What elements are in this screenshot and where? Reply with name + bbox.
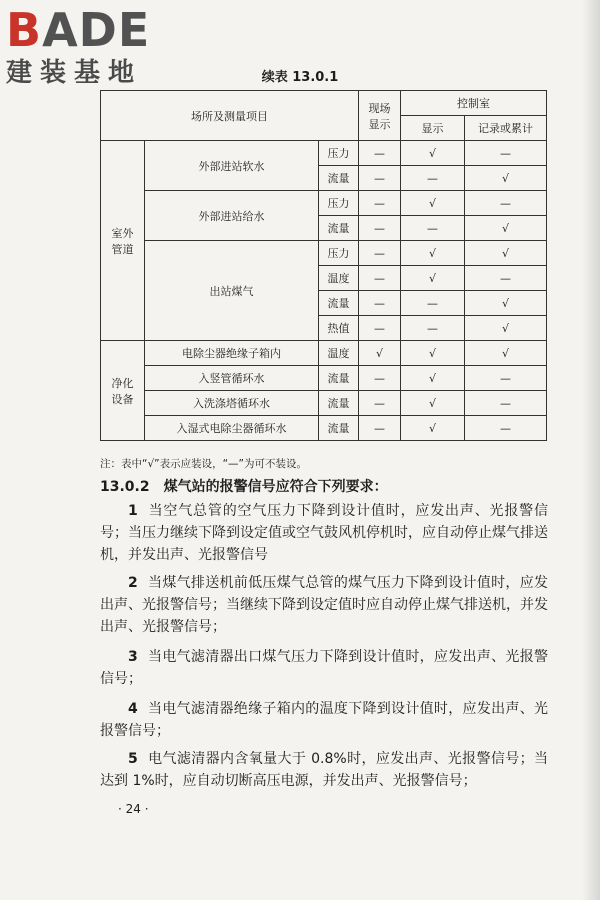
page-edge-shadow [582,0,600,900]
record-cell: — [465,266,547,291]
paragraph-text: 电气滤清器内含氧量大于 0.8%时，应发出声、光报警信号；当达到 1%时，应自动切断高压电源，并发出声、光报警信号； [100,751,548,789]
section-title: 煤气站的报警信号应符合下列要求： [163,479,388,495]
local-cell: — [359,316,401,341]
display-cell: — [401,166,465,191]
group-outdoor-pipeline: 室外 管道 [101,141,145,341]
section-heading [100,476,388,496]
local-cell: — [359,391,401,416]
param-cell: 流量 [319,416,359,441]
header-control-display: 显示 [401,116,465,141]
param-cell: 流量 [319,366,359,391]
local-cell: — [359,191,401,216]
param-cell: 流量 [319,216,359,241]
section-number: 13.0.2 [100,479,150,495]
item-name: 入洗涤塔循环水 [145,391,319,416]
item-name: 出站煤气 [145,241,319,341]
param-cell: 热值 [319,316,359,341]
header-local-display: 现场 显示 [359,91,401,141]
local-cell: — [359,366,401,391]
local-cell: — [359,141,401,166]
display-cell: √ [401,191,465,216]
local-cell: — [359,291,401,316]
paragraph-text: 当电气滤清器出口煤气压力下降到设计值时，应发出声、光报警信号； [100,649,548,687]
logo-main-rest: ADE [42,3,151,57]
header-control-record: 记录或累计 [465,116,547,141]
display-cell: √ [401,391,465,416]
record-cell: — [465,416,547,441]
display-cell: √ [401,366,465,391]
local-cell: — [359,266,401,291]
table-row [101,141,547,166]
record-cell: — [465,366,547,391]
paragraph-index: 2 [128,575,138,591]
table-row [101,391,547,416]
measurement-table [100,90,547,441]
local-cell: — [359,166,401,191]
item-name: 入湿式电除尘器循环水 [145,416,319,441]
display-cell: √ [401,241,465,266]
paragraph-4 [100,698,548,742]
table-row [101,191,547,216]
record-cell: √ [465,166,547,191]
paragraph-text: 当煤气排送机前低压煤气总管的煤气压力下降到设计值时，应发出声、光报警信号；当继续下降到设定值时应自动停止煤气排送机，并发出声、光报警信号； [100,575,548,635]
table-row [101,341,547,366]
paragraph-text: 当空气总管的空气压力下降到设计值时，应发出声、光报警信号；当压力继续下降到设定值或空气鼓风机停机时，应自动停止煤气排送机，并发出声、光报警信号 [100,503,548,563]
paragraph-5 [100,748,548,792]
header-control-room: 控制室 [401,91,547,116]
display-cell: — [401,316,465,341]
record-cell: √ [465,341,547,366]
display-cell: — [401,291,465,316]
item-name: 入竖管循环水 [145,366,319,391]
logo-sub-text: 建装基地 [6,58,143,88]
logo-main-text: BADE [6,3,151,57]
paragraph-2 [100,572,548,638]
group-purification-equipment: 净化 设备 [101,341,145,441]
page-number: · 24 · [118,802,149,816]
param-cell: 温度 [319,341,359,366]
local-cell: — [359,216,401,241]
header-location: 场所及测量项目 [101,91,359,141]
param-cell: 流量 [319,166,359,191]
param-cell: 压力 [319,241,359,266]
record-cell: — [465,391,547,416]
paragraph-3 [100,646,548,690]
table-row [101,241,547,266]
paragraph-index: 1 [128,503,138,519]
record-cell: √ [465,291,547,316]
item-name: 电除尘器绝缘子箱内 [145,341,319,366]
table-title: 续表 13.0.1 [261,70,339,85]
paragraph-index: 3 [128,649,138,665]
table-row [101,416,547,441]
table-row [101,366,547,391]
display-cell: √ [401,341,465,366]
table-note: 注：表中“√”表示应装设，“—”为可不装设。 [100,458,307,470]
record-cell: — [465,141,547,166]
record-cell: √ [465,216,547,241]
record-cell: √ [465,316,547,341]
param-cell: 压力 [319,141,359,166]
display-cell: — [401,216,465,241]
display-cell: √ [401,416,465,441]
param-cell: 压力 [319,191,359,216]
local-cell: — [359,241,401,266]
paragraph-1 [100,500,548,566]
local-cell: √ [359,341,401,366]
record-cell: — [465,191,547,216]
record-cell: √ [465,241,547,266]
param-cell: 流量 [319,391,359,416]
display-cell: √ [401,141,465,166]
item-name: 外部进站软水 [145,141,319,191]
paragraph-index: 4 [128,701,138,717]
item-name: 外部进站给水 [145,191,319,241]
local-cell: — [359,416,401,441]
paragraph-text: 当电气滤清器绝缘子箱内的温度下降到设计值时，应发出声、光报警信号； [100,701,548,739]
param-cell: 流量 [319,291,359,316]
param-cell: 温度 [319,266,359,291]
paragraph-index: 5 [128,751,138,767]
display-cell: √ [401,266,465,291]
